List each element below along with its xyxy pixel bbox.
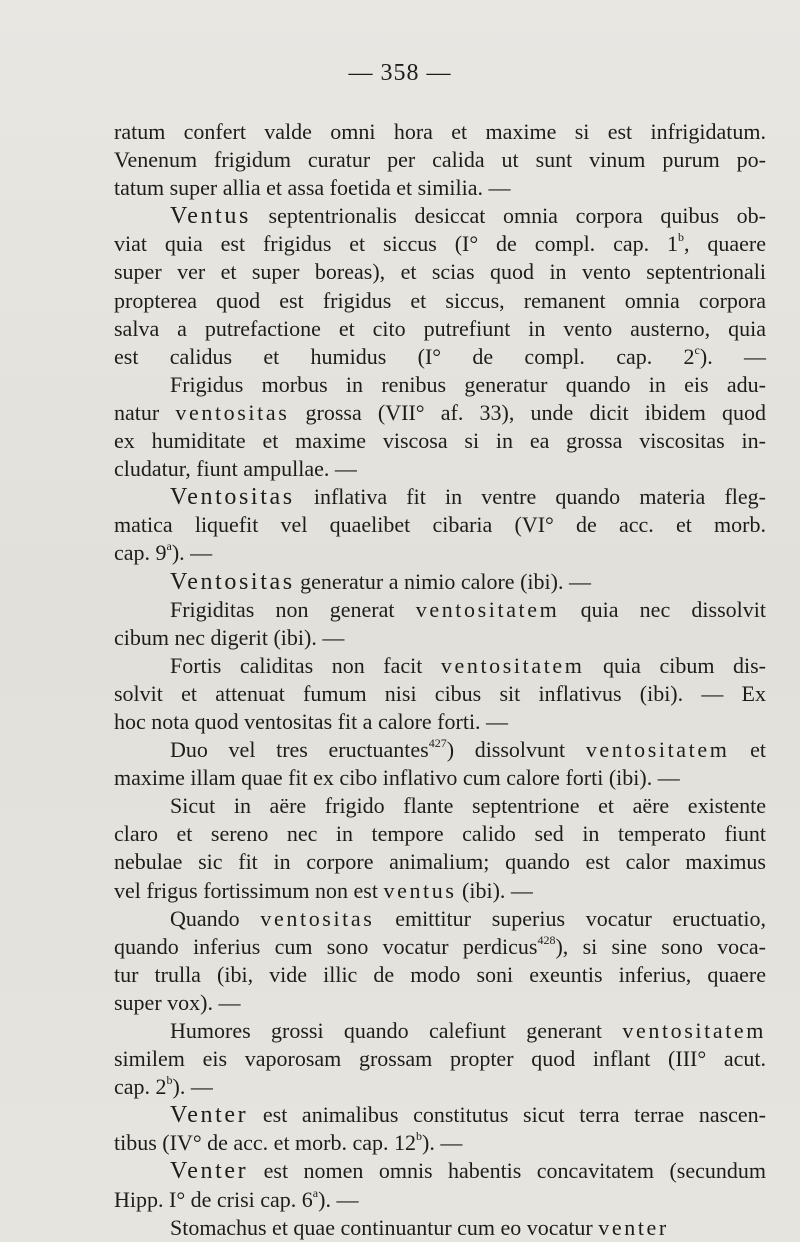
text-line: [114, 539, 766, 567]
text-line: [114, 287, 766, 315]
text-line: [114, 230, 766, 258]
text-run: Frigidus morbus in renibus generatur quando in eis adu-: [170, 371, 766, 397]
text-line: [114, 905, 766, 933]
text-line: [114, 315, 766, 343]
text-run: tatum super allia et assa foetida et similia. —: [114, 175, 511, 201]
text-line: [114, 258, 766, 286]
text-run: Sicut in aëre frigido flante septentrione et aëre existente: [170, 793, 766, 819]
text-line: [114, 1017, 766, 1045]
text-run: similem eis vaporosam grossam propter quod inflant (III° acut.: [114, 1046, 766, 1072]
text-run: super ver et super boreas), et scias quod in vento septentrionali: [114, 259, 766, 285]
text-line: [114, 764, 766, 792]
text-run: claro et sereno nec in tempore calido sed in temperato fiunt: [114, 821, 766, 847]
text-run: Fortis caliditas non facit: [170, 652, 441, 678]
text-run: cap. 9: [114, 540, 167, 566]
text-line: [114, 1101, 766, 1129]
text-run: propterea quod est frigidus et siccus, remanent omnia corpora: [114, 287, 766, 313]
spaced-term: ventositatem: [415, 596, 560, 622]
text-line: [114, 483, 766, 511]
text-run: vel frigus fortissimum non est: [114, 877, 384, 903]
text-run: est animalibus constitutus sicut terra terrae nascen-: [248, 1102, 766, 1128]
spaced-term: ventus: [383, 877, 457, 903]
text-line: [114, 877, 766, 905]
text-run: quando inferius cum sono vocatur perdicus: [114, 933, 538, 959]
text-line: [114, 848, 766, 876]
text-line: [114, 399, 766, 427]
text-run: ). —: [699, 343, 766, 369]
spaced-term: ventositas: [260, 905, 375, 931]
text-run: ) dissolvunt: [446, 737, 586, 763]
text-run: natur: [114, 399, 176, 425]
text-run: grossa (VII° af. 33), unde dicit ibidem quod: [289, 399, 766, 425]
text-line: [114, 652, 766, 680]
superscript-reference: c: [694, 342, 700, 357]
text-run: ). —: [318, 1186, 359, 1212]
spaced-term: ventositatem: [585, 737, 730, 763]
text-run: ). —: [171, 540, 213, 566]
text-run: quia nec dissolvit: [559, 596, 766, 622]
text-run: generatur a nimio calore (ibi). —: [294, 568, 591, 594]
text-run: salva a putrefactione et cito putrefiunt in vento austerno, quia: [114, 315, 766, 341]
text-line: [114, 118, 766, 146]
text-line: [114, 989, 766, 1017]
text-line: [114, 1073, 766, 1101]
text-line: [114, 736, 766, 764]
spaced-term: ventositatem: [440, 652, 585, 678]
text-line: [114, 1186, 766, 1214]
text-run: ), si sine sono voca-: [555, 933, 767, 959]
headword: Venter: [170, 1158, 249, 1185]
text-run: super vox). —: [114, 989, 241, 1015]
text-run: ex humiditate et maxime viscosa si in ea grossa viscositas in-: [114, 428, 766, 454]
text-line: [114, 792, 766, 820]
text-run: matica liquefit vel quaelibet cibaria (VI° de acc. et morb.: [114, 512, 766, 538]
text-run: inflativa fit in ventre quando materia fleg-: [294, 484, 766, 510]
text-line: [114, 1157, 766, 1185]
text-line: [114, 371, 766, 399]
superscript-reference: b: [166, 1073, 173, 1088]
superscript-reference: b: [677, 230, 684, 245]
superscript-reference: 428: [537, 932, 556, 947]
text-line: [114, 174, 766, 202]
text-run: cludatur, fiunt ampullae. —: [114, 456, 357, 482]
text-run: ). —: [422, 1130, 463, 1156]
text-line: [114, 455, 766, 483]
text-run: et: [729, 737, 766, 763]
text-run: maxime illam quae fit ex cibo inflativo cum calore forti (ibi). —: [114, 765, 680, 791]
text-run: ). —: [172, 1074, 213, 1100]
text-run: ratum confert valde omni hora et maxime si est infrigidatum.: [114, 119, 766, 144]
text-line: [114, 708, 766, 736]
text-run: , quaere: [683, 231, 766, 257]
superscript-reference: a: [166, 539, 172, 554]
text-run: viat quia est frigidus et siccus (I° de compl. cap. 1: [114, 231, 678, 257]
text-run: quia cibum dis-: [584, 652, 766, 678]
text-line: [114, 1045, 766, 1073]
text-run: Humores grossi quando calefiunt generant: [170, 1018, 623, 1043]
text-run: tur trulla (ibi, vide illic de modo soni exeuntis inferius, quaere: [114, 961, 766, 987]
text-run: Stomachus et quae continuantur cum eo vocatur: [170, 1214, 599, 1240]
spaced-term: ventositas: [175, 399, 290, 425]
text-line: [114, 343, 766, 371]
text-body: [114, 118, 766, 1242]
spaced-term: ventositatem: [622, 1018, 766, 1043]
text-run: solvit et attenuat fumum nisi cibus sit inflativus (ibi). — Ex: [114, 680, 766, 706]
text-line: [114, 1129, 766, 1157]
text-run: cap. 2: [114, 1074, 167, 1100]
text-line: [114, 202, 766, 230]
text-run: est nomen omnis habentis concavitatem (secundum: [248, 1158, 766, 1184]
text-run: Quando: [170, 905, 261, 931]
text-run: tibus (IV° de acc. et morb. cap. 12: [114, 1130, 417, 1156]
text-run: nebulae sic fit in corpore animalium; quando est calor maximus: [114, 849, 766, 875]
text-run: cibum nec digerit (ibi). —: [114, 624, 345, 650]
text-run: emittitur superius vocatur eructuatio,: [374, 905, 766, 931]
text-run: hoc nota quod ventositas fit a calore forti. —: [114, 708, 509, 734]
text-line: [114, 568, 766, 596]
text-run: Frigiditas non generat: [170, 596, 416, 622]
headword: Ventositas: [170, 568, 295, 595]
text-line: [114, 680, 766, 708]
spaced-term: venter: [598, 1214, 669, 1240]
text-line: [114, 933, 766, 961]
text-run: est calidus et humidus (I° de compl. cap. 2: [114, 343, 695, 369]
text-line: [114, 961, 766, 989]
text-run: Duo vel tres eructuantes: [170, 737, 429, 763]
headword: Ventositas: [170, 484, 295, 511]
text-line: [114, 146, 766, 174]
superscript-reference: 427: [428, 736, 447, 751]
text-run: (ibi). —: [456, 877, 533, 903]
text-line: [114, 1214, 766, 1242]
headword: Venter: [170, 1102, 249, 1129]
text-run: Hipp. I° de crisi cap. 6: [114, 1186, 313, 1212]
page-number: — 358 —: [348, 60, 452, 86]
text-line: [114, 596, 766, 624]
headword: Ventus: [170, 203, 251, 230]
text-run: septentrionalis desiccat omnia corpora quibus ob-: [250, 203, 766, 229]
text-line: [114, 624, 766, 652]
text-line: [114, 820, 766, 848]
superscript-reference: a: [312, 1185, 319, 1200]
text-line: [114, 427, 766, 455]
text-line: [114, 511, 766, 539]
text-run: Venenum frigidum curatur per calida ut sunt vinum purum po-: [114, 147, 766, 173]
superscript-reference: b: [416, 1129, 423, 1144]
